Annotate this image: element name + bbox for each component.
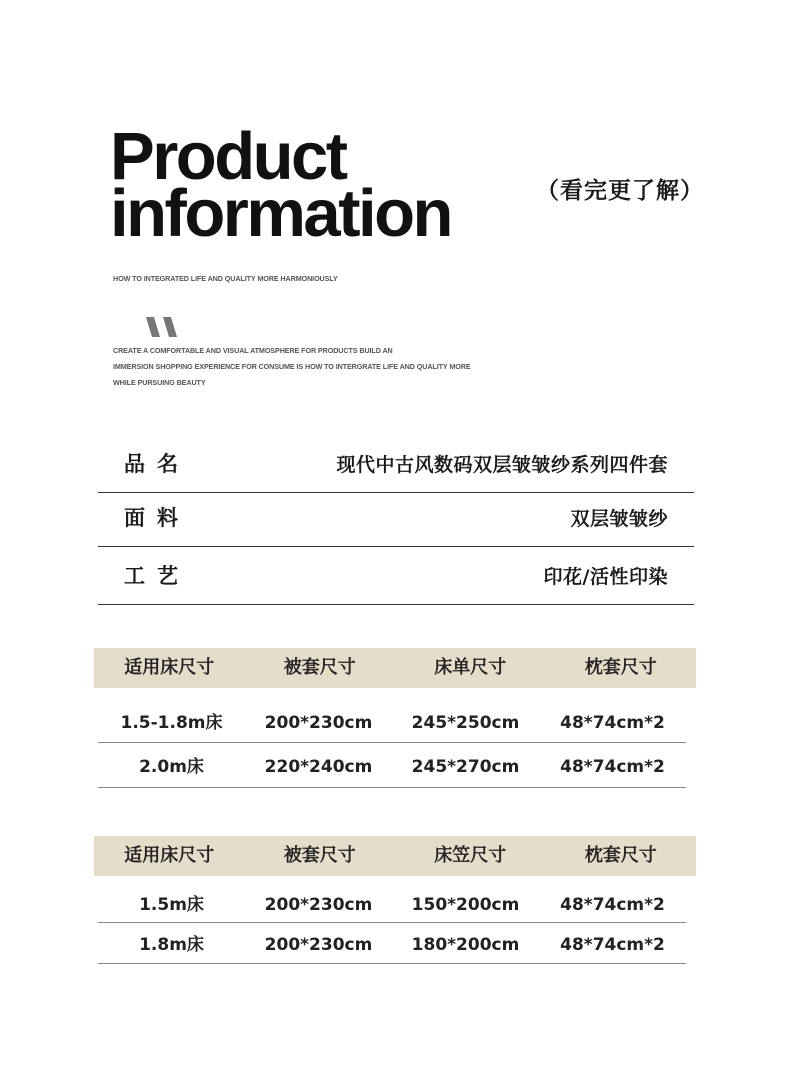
table-header-cell: 被套尺寸 (283, 845, 356, 866)
table-header-cell: 枕套尺寸 (584, 657, 657, 678)
spec-label: 面料 (124, 506, 190, 530)
table-row (98, 923, 686, 964)
table-header-cell: 适用床尺寸 (124, 845, 215, 866)
spec-row-craft (98, 546, 694, 605)
spec-value: 印花/活性印染 (543, 566, 668, 588)
table-cell: 1.8m床 (139, 935, 204, 955)
table-cell: 150*200cm (411, 895, 520, 915)
description (113, 345, 513, 393)
subtitle-cn: （看完更了解） (536, 178, 704, 204)
table-cell: 48*74cm*2 (560, 757, 665, 777)
description-line: WHILE PURSUING BEAUTY (113, 378, 206, 387)
table-row (98, 876, 686, 923)
table-header-cell: 适用床尺寸 (124, 657, 215, 678)
table-header-cell: 被套尺寸 (283, 657, 356, 678)
table-cell: 180*200cm (411, 935, 520, 955)
tagline: HOW TO INTEGRATED LIFE AND QUALITY MORE HARMONIOUSLY (113, 274, 338, 283)
table-cell: 200*230cm (264, 895, 373, 915)
table-cell: 2.0m床 (139, 757, 204, 777)
description-line: IMMERSION SHOPPING EXPERIENCE FOR CONSUME IS HOW TO INTERGRATE LIFE AND QUALITY MORE (113, 362, 471, 371)
table-cell: 1.5m床 (139, 895, 204, 915)
table-header-cell: 床笠尺寸 (434, 845, 507, 866)
spec-row-name (98, 434, 694, 493)
description-line: CREATE A COMFORTABLE AND VISUAL ATMOSPHERE FOR PRODUCTS BUILD AN (113, 346, 393, 355)
title-line-2: information (110, 176, 451, 251)
table-header-cell: 床单尺寸 (434, 657, 507, 678)
table-cell: 1.5-1.8m床 (120, 713, 223, 733)
table-header (94, 836, 696, 876)
spec-value: 双层皱皱纱 (570, 508, 668, 530)
table-header (94, 648, 696, 688)
table-cell: 48*74cm*2 (560, 895, 665, 915)
table-row (98, 743, 686, 788)
page-title (110, 119, 451, 251)
spec-value: 现代中古风数码双层皱皱纱系列四件套 (336, 454, 668, 476)
spec-label: 工艺 (124, 564, 190, 588)
table-cell: 220*240cm (264, 757, 373, 777)
spec-label: 品名 (124, 452, 190, 476)
table-cell: 200*230cm (264, 713, 373, 733)
size-table-2 (94, 836, 696, 964)
spec-row-fabric (98, 488, 694, 547)
table-cell: 48*74cm*2 (560, 713, 665, 733)
table-cell: 200*230cm (264, 935, 373, 955)
table-cell: 245*270cm (411, 757, 520, 777)
table-row (98, 688, 686, 743)
table-cell: 245*250cm (411, 713, 520, 733)
title-line-1: Product (110, 119, 346, 194)
table-header-cell: 枕套尺寸 (584, 845, 657, 866)
table-cell: 48*74cm*2 (560, 935, 665, 955)
size-table-1 (94, 648, 696, 788)
quote-mark-icon (146, 317, 178, 337)
